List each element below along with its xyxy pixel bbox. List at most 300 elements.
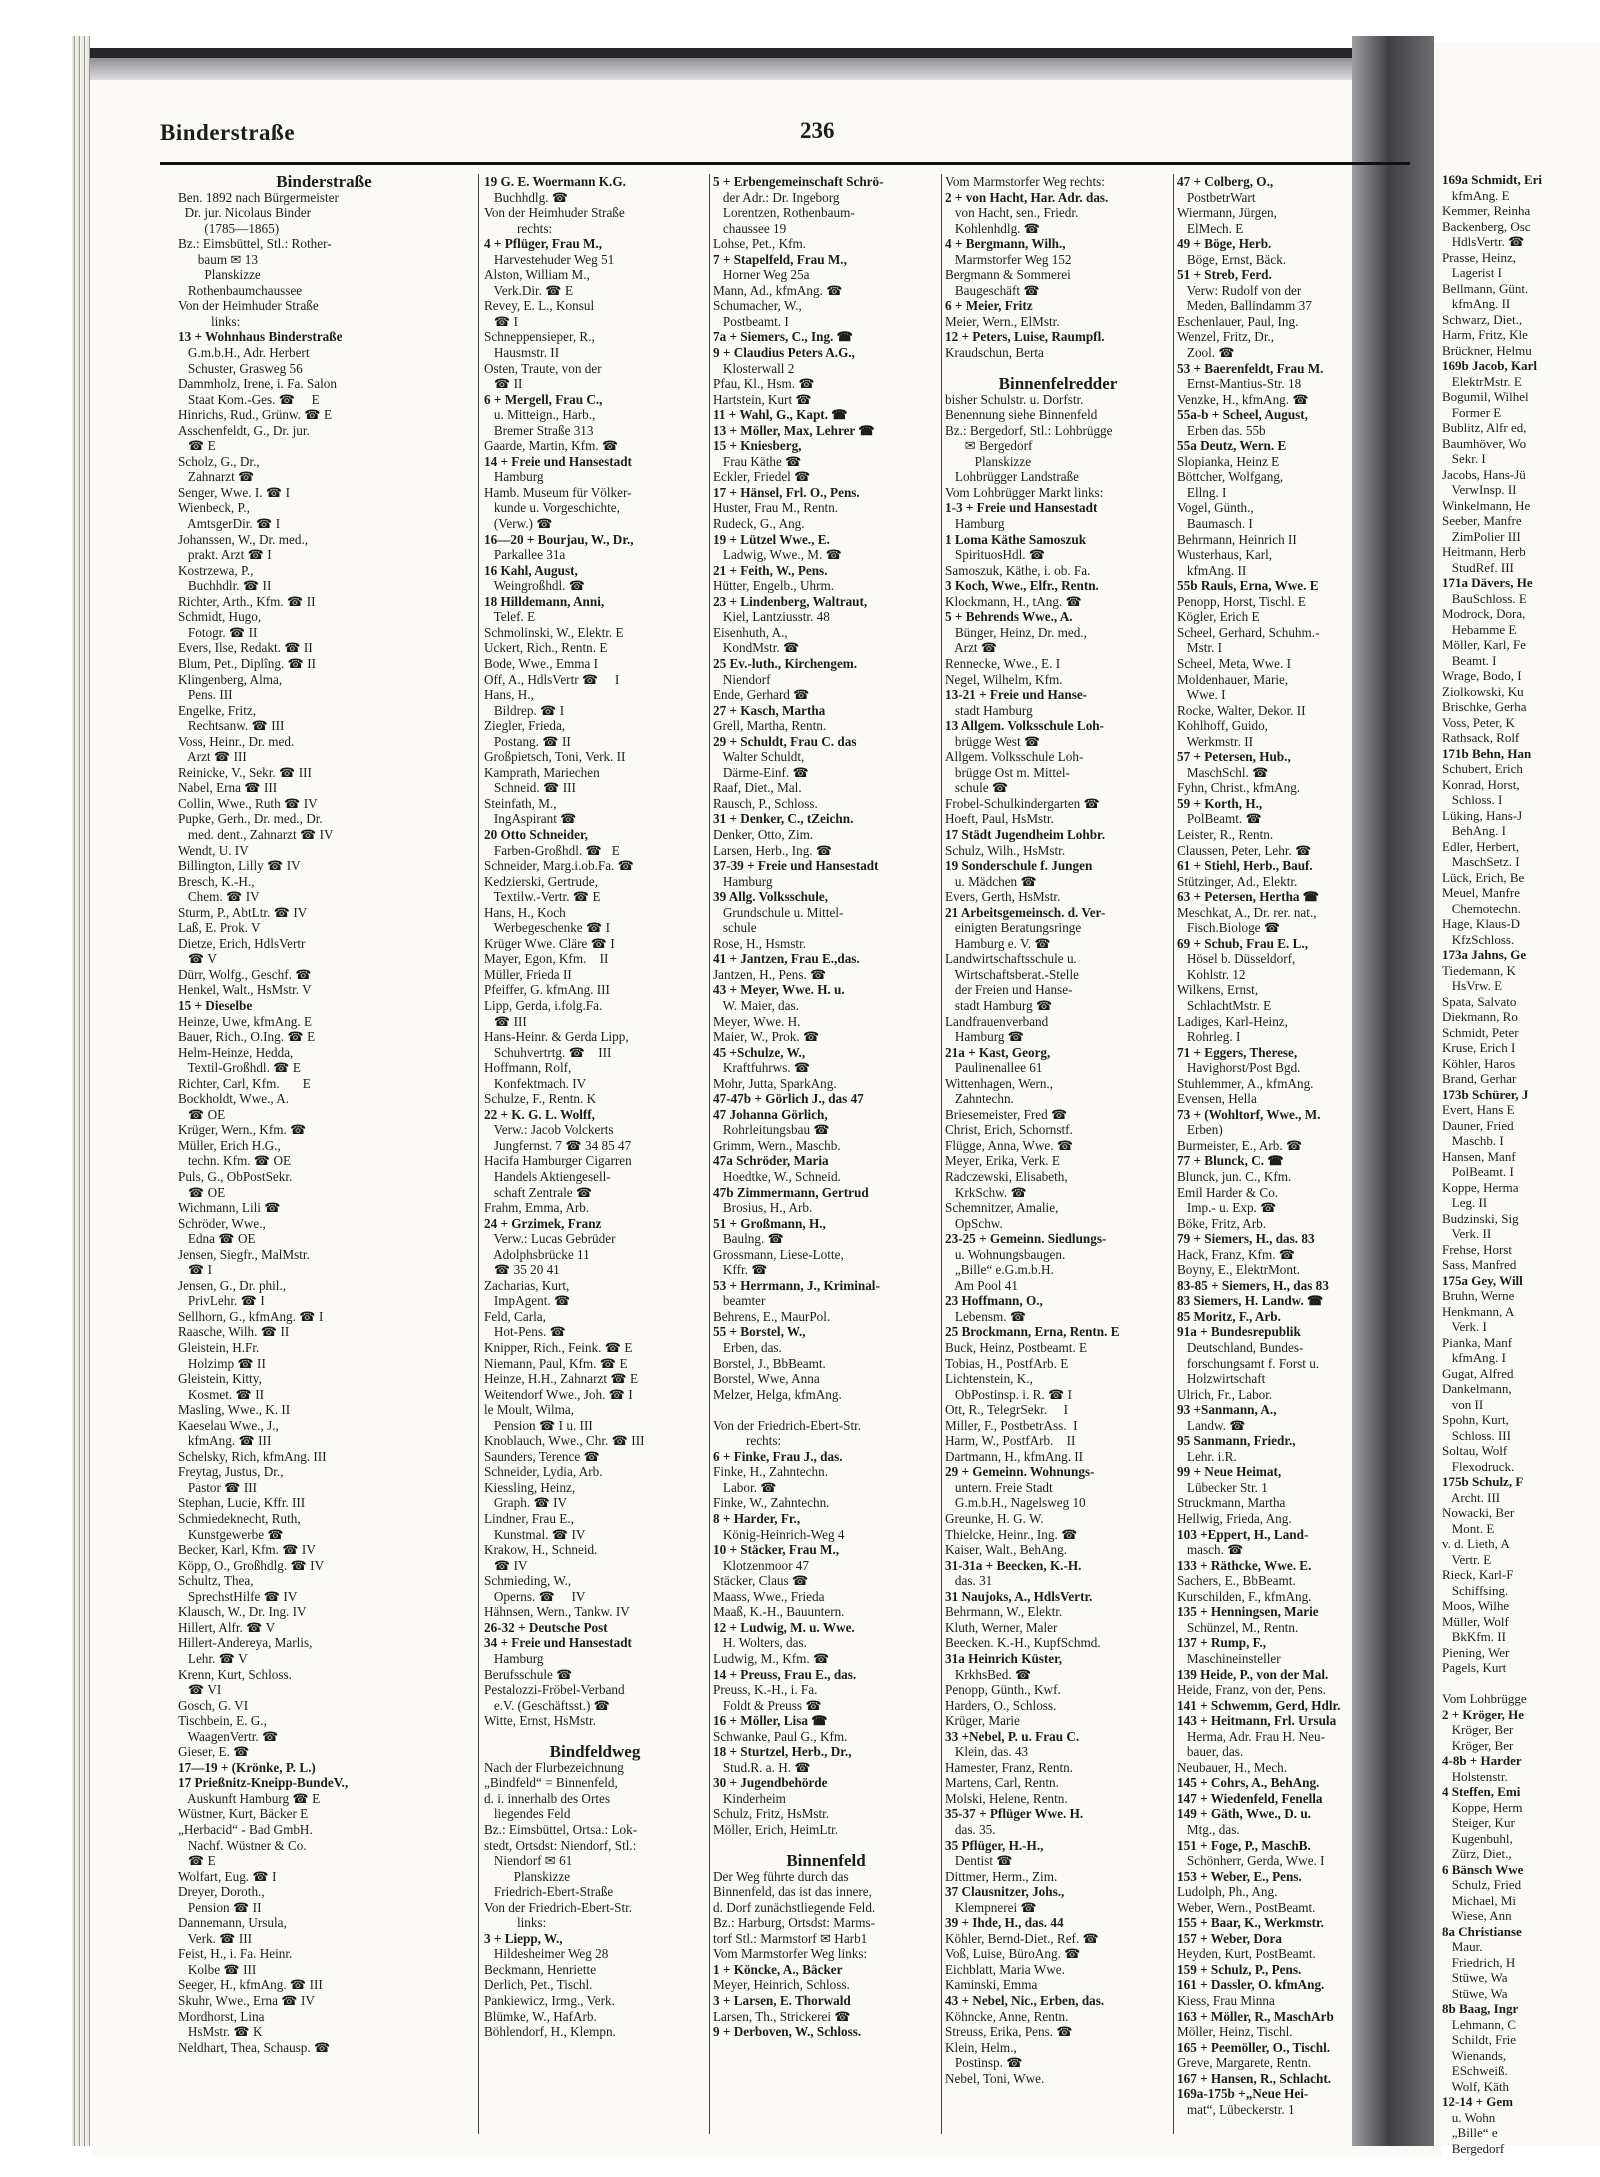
directory-line: Schneider, Lydia, Arb. xyxy=(484,1464,603,1480)
facing-page-line: Stüwe, Wa xyxy=(1442,1970,1508,1985)
facing-page-line: Voss, Peter, K xyxy=(1442,714,1515,730)
directory-line: Pankiewicz, Irmg., Verk. xyxy=(484,1992,615,2008)
facing-page-line: Winkelmann, He xyxy=(1442,497,1531,513)
directory-line: Landfrauenverband xyxy=(945,1013,1049,1029)
facing-page-line: u. Wohn xyxy=(1442,2109,1496,2125)
directory-line: 63 + Petersen, Hertha ☎ xyxy=(1177,889,1320,905)
directory-line: Nach der Flurbezeichnung xyxy=(484,1759,624,1775)
directory-line: Krenn, Kurt, Schloss. xyxy=(178,1666,292,1682)
directory-line: Wusterhaus, Karl, xyxy=(1177,547,1273,563)
directory-line: 31-31a + Beecken, K.-H. xyxy=(945,1557,1082,1573)
directory-line: schule xyxy=(713,920,757,936)
directory-line: Eichblatt, Maria Wwe. xyxy=(945,1961,1065,1977)
directory-line: Derlich, Pet., Tischl. xyxy=(484,1977,593,1993)
directory-line: 149 + Gäth, Wwe., D. u. xyxy=(1177,1806,1312,1822)
directory-line: schule ☎ xyxy=(945,780,1009,796)
facing-page-line: KfzSchloss. xyxy=(1442,931,1515,947)
facing-page-line: Moos, Wilhe xyxy=(1442,1598,1510,1613)
directory-line: Nebel, Toni, Wwe. xyxy=(945,2070,1045,2086)
directory-line: 17 Prießnitz-Kneipp-BundeV., xyxy=(178,1775,349,1791)
directory-line: MaschSchl. ☎ xyxy=(1177,764,1269,780)
directory-line: Frobel-Schulkindergarten ☎ xyxy=(945,795,1100,811)
column-divider xyxy=(478,174,479,2134)
directory-line: 163 + Möller, R., MaschArb xyxy=(1177,2008,1334,2024)
directory-line: Dittmer, Herm., Zim. xyxy=(945,1868,1058,1884)
facing-page-line: Verk. II xyxy=(1442,1226,1492,1241)
directory-line: Bode, Wwe., Emma I xyxy=(484,655,599,671)
directory-line: Holzimp ☎ II xyxy=(178,1355,266,1371)
directory-line: 6 + Meier, Fritz xyxy=(945,298,1033,314)
facing-page-line: Vertr. E xyxy=(1442,1551,1492,1567)
directory-line: Reinicke, V., Sekr. ☎ III xyxy=(178,764,312,780)
directory-line: Hoffmann, Rolf, xyxy=(484,1060,572,1076)
facing-page-line: 4 Steffen, Emi xyxy=(1442,1784,1521,1799)
directory-line: 145 + Cohrs, A., BehAng. xyxy=(1177,1775,1320,1791)
directory-line: Raasche, Wilh. ☎ II xyxy=(178,1324,290,1340)
facing-page-line: Evert, Hans E xyxy=(1442,1102,1515,1117)
directory-line: 55a Deutz, Wern. E xyxy=(1177,438,1287,454)
directory-line: Hillert, Alfr. ☎ V xyxy=(178,1619,276,1635)
directory-line: Jungfernst. 7 ☎ 34 85 47 xyxy=(484,1137,632,1153)
facing-page-line: Wolf, Käth xyxy=(1442,2078,1509,2094)
street-heading: Binderstraße xyxy=(276,172,372,191)
directory-line: ☎ I xyxy=(484,313,519,329)
directory-line: Emil Harder & Co. xyxy=(1177,1184,1279,1200)
directory-line: Kolbe ☎ III xyxy=(178,1961,257,1977)
directory-line: Voß, Luise, BüroAng. ☎ xyxy=(945,1946,1081,1962)
facing-page-line: Schubert, Erich xyxy=(1442,761,1523,776)
directory-line: Zahnarzt ☎ xyxy=(178,469,255,485)
directory-line: HsMstr. ☎ K xyxy=(178,2024,263,2040)
facing-page-line: Brischke, Gerha xyxy=(1442,699,1527,714)
directory-line: Vom Lohbrügger Markt links: xyxy=(945,484,1104,500)
directory-line: Schulz, Fritz, HsMstr. xyxy=(713,1806,830,1822)
facing-page-line: 8a Christianse xyxy=(1442,1923,1522,1939)
directory-line: Landwirtschaftsschule u. xyxy=(945,951,1077,967)
directory-line: Richter, Arth., Kfm. ☎ II xyxy=(178,593,316,609)
directory-line: Bünger, Heinz, Dr. med., xyxy=(945,624,1087,640)
directory-line: 3 + Larsen, E. Thorwald xyxy=(713,1992,851,2008)
facing-page-line: Brand, Gerhar xyxy=(1442,1071,1517,1086)
directory-line: 15 + Kniesberg, xyxy=(713,438,802,454)
directory-line: Masling, Wwe., K. II xyxy=(178,1402,291,1418)
directory-line: Ben. 1892 nach Bürgermeister xyxy=(178,189,339,205)
directory-line: Borstel, Wwe, Anna xyxy=(713,1371,820,1387)
directory-line: 47 Johanna Görlich, xyxy=(713,1106,828,1122)
directory-line: Schemnitzer, Amalie, xyxy=(945,1200,1059,1216)
directory-line: Uckert, Rich., Rentn. E xyxy=(484,640,608,656)
directory-line: Schmieding, W., xyxy=(484,1573,572,1589)
directory-line: Hinrichs, Rud., Grünw. ☎ E xyxy=(178,407,333,423)
directory-line: Klosterwall 2 xyxy=(713,360,795,376)
facing-page-line: StudRef. III xyxy=(1442,559,1514,575)
directory-line: d. Dorf zunächstliegende Feld. xyxy=(713,1899,876,1915)
directory-line: 18 + Sturtzel, Herb., Dr., xyxy=(713,1744,852,1760)
directory-line: Burmeister, E., Arb. ☎ xyxy=(1177,1137,1303,1153)
facing-page-line: Rathsack, Rolf xyxy=(1442,730,1520,745)
directory-line: Krüger Wwe. Cläre ☎ I xyxy=(484,935,615,951)
directory-line: ☎ I xyxy=(178,1262,213,1278)
directory-line: links: xyxy=(484,1915,547,1931)
directory-line: Borstel, J., BbBeamt. xyxy=(713,1355,826,1371)
directory-line: AmtsgerDir. ☎ I xyxy=(178,516,281,532)
directory-line: Scheel, Meta, Wwe. I xyxy=(1177,655,1292,671)
directory-line: Feld, Carla, xyxy=(484,1308,546,1324)
directory-line: PostbetrWart xyxy=(1177,189,1256,205)
directory-line: 2 + von Hacht, Har. Adr. das. xyxy=(945,189,1109,205)
directory-line: Asschenfeldt, G., Dr. jur. xyxy=(178,422,310,438)
directory-line: 19 + Lützel Wwe., E. xyxy=(713,531,830,547)
directory-line: Beecken. K.-H., KupfSchmd. xyxy=(945,1635,1101,1651)
directory-line: Off, A., HdlsVertr ☎ I xyxy=(484,671,620,687)
facing-page-line: Soltau, Wolf xyxy=(1442,1443,1508,1458)
directory-line: Baulng. ☎ xyxy=(713,1231,785,1247)
directory-line: Schneider, Marg.i.ob.Fa. ☎ xyxy=(484,858,635,874)
directory-line: Rausch, P., Schloss. xyxy=(713,795,818,811)
directory-line: Sturm, P., AbtLtr. ☎ IV xyxy=(178,904,308,920)
directory-line: Wienbeck, P., xyxy=(178,500,250,516)
directory-line: Ellng. I xyxy=(1177,484,1227,500)
directory-line: Hoeft, Paul, HsMstr. xyxy=(945,811,1054,827)
directory-line: Lohbrügger Landstraße xyxy=(945,469,1080,485)
directory-line: Schumacher, W., xyxy=(713,298,802,314)
directory-line: Knoblauch, Wwe., Chr. ☎ III xyxy=(484,1433,645,1449)
directory-line: 43 + Meyer, Wwe. H. u. xyxy=(713,982,845,998)
directory-line: 137 + Rump, F., xyxy=(1177,1635,1267,1651)
directory-line: 53 + Herrmann, J., Kriminal- xyxy=(713,1277,880,1293)
directory-line: Harders, O., Schloss. xyxy=(945,1697,1057,1713)
facing-page-line: 12-14 + Gem xyxy=(1442,2094,1513,2109)
directory-line: Meier, Wern., ElMstr. xyxy=(945,313,1060,329)
directory-line: 69 + Schub, Frau E. L., xyxy=(1177,935,1308,951)
facing-page-line: BkKfm. II xyxy=(1442,1629,1506,1644)
directory-line: Mtg., das. xyxy=(1177,1821,1240,1837)
directory-line: Bz.: Eimsbüttel, Ortsa.: Lok- xyxy=(484,1821,638,1837)
directory-line: Krakow, H., Schneid. xyxy=(484,1542,598,1558)
directory-line: 141 + Schwemm, Gerd, Hdlr. xyxy=(1177,1697,1341,1713)
directory-line: Planskizze xyxy=(178,267,261,283)
facing-page-line: ESchweiß. xyxy=(1442,2063,1508,2078)
facing-page-line: Schloss. I xyxy=(1442,792,1503,807)
directory-line: 10 + Stäcker, Frau M., xyxy=(713,1542,840,1558)
facing-page-line: Beamt. I xyxy=(1442,652,1497,668)
directory-line: 53 + Baerenfeldt, Frau M. xyxy=(1177,360,1324,376)
directory-line: 169a-175b +„Neue Hei- xyxy=(1177,2086,1309,2102)
directory-line: Lorentzen, Rothenbaum- xyxy=(713,205,855,221)
directory-line: brügge Ost m. Mittel- xyxy=(945,764,1070,780)
directory-line: 6 + Finke, Frau J., das. xyxy=(713,1448,843,1464)
directory-line: Kamprath, Mariechen xyxy=(484,764,600,780)
directory-line: SprechstHilfe ☎ IV xyxy=(178,1588,298,1604)
directory-line: 18 Hilldemann, Anni, xyxy=(484,593,605,609)
directory-line: Ernst-Mantius-Str. 18 xyxy=(1177,376,1302,392)
directory-line: SpirituosHdl. ☎ xyxy=(945,547,1046,563)
column-divider xyxy=(709,174,710,2134)
directory-line: 57 + Petersen, Hub., xyxy=(1177,749,1291,765)
directory-line: prakt. Arzt ☎ I xyxy=(178,547,272,563)
directory-line: Freytag, Justus, Dr., xyxy=(178,1464,284,1480)
directory-line: Henkel, Walt., HsMstr. V xyxy=(178,982,312,998)
facing-page-line: kfmAng. E xyxy=(1442,187,1510,203)
directory-line: Bz.: Eimsbüttel, Stl.: Rother- xyxy=(178,236,332,252)
directory-line: Wüstner, Kurt, Bäcker E xyxy=(178,1806,309,1822)
directory-line: Helm-Heinze, Hedda, xyxy=(178,1044,294,1060)
directory-line: Harvestehuder Weg 51 xyxy=(484,251,615,267)
directory-line: Wwe. I xyxy=(1177,687,1226,703)
directory-line: 139 Heide, P., von der Mal. xyxy=(1177,1666,1329,1682)
directory-line: Großpietsch, Toni, Verk. II xyxy=(484,749,626,765)
directory-line: Staat Kom.-Ges. ☎ E xyxy=(178,391,320,407)
facing-page-line: Modrock, Dora, xyxy=(1442,606,1526,621)
directory-line: Hamester, Franz, Rentn. xyxy=(945,1759,1074,1775)
directory-line: Kohlenhdlg. ☎ xyxy=(945,220,1041,236)
directory-line: Ladiges, Karl-Heinz, xyxy=(1177,1013,1288,1029)
directory-line: Blunck, jun. C., Kfm. xyxy=(1177,1169,1292,1184)
directory-line: 59 + Korth, H., xyxy=(1177,795,1263,811)
directory-line: Klockmann, H., tAng. ☎ xyxy=(945,593,1082,609)
directory-line: bisher Schulstr. u. Dorfstr. xyxy=(945,391,1084,407)
directory-line: forschungsamt f. Forst u. xyxy=(1177,1355,1320,1371)
directory-line: Planskizze xyxy=(945,453,1032,469)
directory-line: Moldenhauer, Marie, xyxy=(1177,671,1289,687)
directory-line: Schelsky, Rich, kfmAng. III xyxy=(178,1448,327,1464)
street-heading: Bindfeldweg xyxy=(549,1742,641,1762)
directory-line: 35 Pflüger, H.-H., xyxy=(945,1837,1044,1853)
directory-line: Bildrep. ☎ I xyxy=(484,702,565,718)
facing-page-line: Bublitz, Alfr ed, xyxy=(1442,420,1527,435)
facing-page-line: Lüking, Hans-J xyxy=(1442,807,1523,823)
facing-page-line: Diekmann, Ro xyxy=(1442,1009,1518,1024)
directory-line: Larsen, Th., Strickerei ☎ xyxy=(713,2008,851,2024)
facing-page-line: Baumhöver, Wo xyxy=(1442,435,1527,451)
directory-line: Klein, das. 43 xyxy=(945,1744,1029,1760)
directory-line: Venzke, H., kfmAng. ☎ xyxy=(1177,391,1309,407)
directory-line: 16—20 + Bourjau, W., Dr., xyxy=(484,531,634,547)
directory-line: Kögler, Erich E xyxy=(1177,609,1260,625)
directory-line: Von der Heimhuder Straße xyxy=(178,298,319,314)
directory-line: Christ, Erich, Schornstf. xyxy=(945,1122,1073,1138)
directory-line: Kohlhoff, Guido, xyxy=(1177,718,1268,734)
directory-line: Vom Marmstorfer Weg rechts: xyxy=(945,174,1105,189)
directory-line: Tobias, H., PostfArb. E xyxy=(945,1355,1069,1371)
directory-line: Weber, Wern., PostBeamt. xyxy=(1177,1899,1316,1915)
directory-line: ObPostinsp. i. R. ☎ I xyxy=(945,1386,1073,1402)
directory-line: 79 + Siemers, H., das. 83 xyxy=(1177,1231,1315,1247)
directory-line: Schuster, Grasweg 56 xyxy=(178,360,303,376)
facing-page-line xyxy=(1442,1676,1542,1692)
facing-page-line: Spata, Salvato xyxy=(1442,993,1517,1009)
facing-page-line: Rieck, Karl-F xyxy=(1442,1567,1514,1582)
facing-page-line: Lagerist I xyxy=(1442,265,1502,280)
directory-line: Eckler, Friedel ☎ xyxy=(713,469,811,485)
directory-line: Maaß, K.-H., Bauuntern. xyxy=(713,1604,845,1620)
directory-line: u. Wohnungsbaugen. xyxy=(945,1246,1066,1262)
directory-line: ☎ V xyxy=(178,951,217,967)
directory-line: Baumasch. I xyxy=(1177,516,1253,532)
directory-line: 41 + Jantzen, Frau E.,das. xyxy=(713,951,860,967)
directory-line: Wichmann, Lili ☎ xyxy=(178,1200,281,1216)
directory-line: 31 + Denker, C., tZeichn. xyxy=(713,811,854,827)
directory-line: Dreyer, Doroth., xyxy=(178,1884,265,1900)
directory-line: Mstr. I xyxy=(1177,640,1223,656)
directory-line: Maschineinsteller xyxy=(1177,1650,1281,1666)
directory-line: Huster, Frau M., Rentn. xyxy=(713,500,839,516)
directory-line: Chem. ☎ IV xyxy=(178,889,260,905)
directory-line: Berufsschule ☎ xyxy=(484,1666,573,1682)
directory-line: 15 + Dieselbe xyxy=(178,997,253,1013)
directory-line: 155 + Baar, K., Werkmstr. xyxy=(1177,1915,1324,1931)
facing-page-line: Mont. E xyxy=(1442,1520,1495,1536)
directory-line: 22 + K. G. L. Wolff, xyxy=(484,1106,595,1122)
directory-line: Pfeiffer, G. kfmAng. III xyxy=(484,982,610,998)
facing-page-line: Backenberg, Osc xyxy=(1442,218,1531,234)
directory-line: Ladwig, Wwe., M. ☎ xyxy=(713,547,842,563)
directory-line: Dammholz, Irene, i. Fa. Salon xyxy=(178,376,337,392)
directory-line: Vogel, Günth., xyxy=(1177,500,1254,516)
directory-line: Osten, Traute, von der xyxy=(484,360,602,376)
directory-line: Edna ☎ OE xyxy=(178,1231,256,1247)
directory-line: Senger, Wwe. I. ☎ I xyxy=(178,484,290,500)
directory-line: Hack, Franz, Kfm. ☎ xyxy=(1177,1246,1296,1262)
directory-line: Mann, Ad., kfmAng. ☎ xyxy=(713,282,843,298)
directory-line: Friedrich-Ebert-Straße xyxy=(484,1884,614,1900)
directory-line: Müller, Erich H.G., xyxy=(178,1137,281,1153)
directory-line: Bockholdt, Wwe., A. xyxy=(178,1091,290,1107)
directory-line: Streuss, Erika, Pens. ☎ xyxy=(945,2024,1073,2040)
directory-line: Stud.R. a. H. ☎ xyxy=(713,1759,811,1775)
directory-line: das. 35. xyxy=(945,1821,996,1837)
facing-page-line: HdlsVertr. ☎ xyxy=(1442,234,1525,249)
directory-line: 51 + Streb, Ferd. xyxy=(1177,267,1272,283)
directory-line: Heinze, H.H., Zahnarzt ☎ E xyxy=(484,1371,639,1387)
book-edge xyxy=(72,36,90,2146)
directory-line: 7a + Siemers, C., Ing. ☎ xyxy=(713,329,854,345)
directory-line: 13 Allgem. Volksschule Loh- xyxy=(945,718,1105,734)
facing-page-line: Bergedorf xyxy=(1442,2140,1505,2156)
directory-line: Böttcher, Wolfgang, xyxy=(1177,469,1284,485)
facing-page-line: Dankelmann, xyxy=(1442,1381,1512,1396)
directory-line: Verk.Dir. ☎ E xyxy=(484,282,574,298)
directory-line: Struckmann, Martha xyxy=(1177,1495,1286,1511)
directory-line: Kunstmal. ☎ IV xyxy=(484,1526,586,1542)
facing-page-line: 173b Schürer, J xyxy=(1442,1086,1529,1102)
directory-line: Hans-Heinr. & Gerda Lipp, xyxy=(484,1029,629,1045)
directory-line: Köhncke, Anne, Rentn. xyxy=(945,2008,1069,2024)
directory-line: Arzt ☎ xyxy=(945,640,998,656)
directory-line: Binnenfeld, das ist das innere, xyxy=(713,1884,872,1900)
directory-line: Behrmann, Heinrich II xyxy=(1177,531,1297,547)
directory-line: 17 Städt Jugendheim Lohbr. xyxy=(945,826,1106,842)
directory-line: Evensen, Hella xyxy=(1177,1091,1257,1107)
directory-line: Schulz, Wilh., HsMstr. xyxy=(945,842,1066,858)
directory-line: Pension ☎ II xyxy=(178,1899,262,1915)
facing-page-line: Schulz, Fried xyxy=(1442,1877,1522,1892)
directory-line: mat“, Lübeckerstr. 1 xyxy=(1177,2101,1295,2117)
directory-line: 17 + Hänsel, Frl. O., Pens. xyxy=(713,484,860,500)
directory-line: chaussee 19 xyxy=(713,220,787,236)
directory-line: Herma, Adr. Frau H. Neu- xyxy=(1177,1728,1325,1744)
directory-line: Rennecke, Wwe., E. I xyxy=(945,655,1061,671)
column-divider xyxy=(1173,174,1174,2134)
directory-line: Dr. jur. Nicolaus Binder xyxy=(178,205,311,221)
column-4 xyxy=(945,174,1171,2086)
directory-line: 27 + Kasch, Martha xyxy=(713,702,826,718)
directory-line: Schuhvertrtg. ☎ III xyxy=(484,1044,612,1060)
directory-line: ☎ III xyxy=(484,1013,527,1029)
directory-line: 21 + Feith, W., Pens. xyxy=(713,562,828,578)
directory-line: Bz.: Harburg, Ortsdst: Marms- xyxy=(713,1915,876,1931)
directory-line: Walter Schuldt, xyxy=(713,749,805,765)
facing-page-line: Holstenstr. xyxy=(1442,1768,1508,1784)
directory-line: Hamburg xyxy=(484,1650,544,1666)
directory-line: Klingenberg, Alma, xyxy=(178,671,283,687)
directory-line: Farben-Großhdl. ☎ E xyxy=(484,842,620,858)
directory-line: Nachf. Wüstner & Co. xyxy=(178,1837,307,1853)
directory-line: Hans, H., xyxy=(484,687,534,703)
directory-line: Frahm, Emma, Arb. xyxy=(484,1200,590,1216)
directory-line: Kaeselau Wwe., J., xyxy=(178,1417,279,1433)
facing-page-line: Koppe, Herma xyxy=(1442,1179,1519,1195)
facing-page-line: Schildt, Frie xyxy=(1442,2032,1517,2047)
directory-line: Meden, Ballindamm 37 xyxy=(1177,298,1312,314)
directory-line: Dentist ☎ xyxy=(945,1853,1013,1869)
directory-line: Weingroßhdl. ☎ xyxy=(484,578,586,594)
directory-line: Böhlendorf, H., Klempn. xyxy=(484,2024,616,2040)
directory-line: Heide, Franz, von der, Pens. xyxy=(1177,1682,1326,1698)
directory-line: Erben das. 55b xyxy=(1177,422,1266,438)
directory-line: Engelke, Fritz, xyxy=(178,702,257,718)
directory-line: Postang. ☎ II xyxy=(484,733,571,749)
directory-line: baum ✉ 13 xyxy=(178,251,258,267)
directory-line: 133 + Räthcke, Wwe. E. xyxy=(1177,1557,1312,1573)
facing-page-line: 6 Bänsch Wwe xyxy=(1442,1861,1524,1877)
directory-line: bauer, das. xyxy=(1177,1744,1244,1760)
directory-line: Fisch.Biologe ☎ xyxy=(1177,920,1281,936)
directory-line: 23 Hoffmann, O., xyxy=(945,1293,1043,1309)
directory-line: Kraftfuhrws. ☎ xyxy=(713,1060,811,1076)
directory-line: 12 + Ludwig, M. u. Wwe. xyxy=(713,1619,855,1635)
directory-line: links: xyxy=(178,313,241,329)
directory-line: Kunstgewerbe ☎ xyxy=(178,1526,284,1542)
directory-line: Rocke, Walter, Dekor. II xyxy=(1177,702,1306,718)
directory-line: 47-47b + Görlich J., das 47 xyxy=(713,1091,864,1107)
directory-line: Ende, Gerhard ☎ xyxy=(713,687,810,703)
directory-line: beamter xyxy=(713,1293,766,1309)
directory-line: 29 + Gemeinn. Wohnungs- xyxy=(945,1464,1095,1480)
directory-line: Leister, R., Rentn. xyxy=(1177,826,1274,842)
directory-line: Meyer, Heinrich, Schloss. xyxy=(713,1977,850,1993)
directory-line: 153 + Weber, E., Pens. xyxy=(1177,1868,1302,1884)
directory-line: Hütter, Engelb., Uhrm. xyxy=(713,578,835,594)
facing-page-line: Schmidt, Peter xyxy=(1442,1024,1519,1040)
directory-line: masch. ☎ xyxy=(1177,1542,1244,1558)
directory-line: Bz.: Bergedorf, Stl.: Lohbrügge xyxy=(945,422,1113,438)
directory-line: Eschenlauer, Paul, Ing. xyxy=(1177,313,1299,329)
directory-line: Deutschland, Bundes- xyxy=(1177,1340,1304,1356)
directory-line: Lipp, Gerda, i.folg.Fa. xyxy=(484,997,603,1013)
facing-page-line: Kugenbuhl, xyxy=(1442,1830,1513,1846)
directory-line: Zahntechn. xyxy=(945,1091,1014,1107)
facing-page-line: Hebamme E xyxy=(1442,621,1517,637)
directory-line: Niemann, Paul, Kfm. ☎ E xyxy=(484,1355,628,1371)
directory-line: PrivLehr. ☎ I xyxy=(178,1293,265,1309)
directory-line: Thielcke, Heinr., Ing. ☎ xyxy=(945,1526,1078,1542)
directory-line: Schönherr, Gerda, Wwe. I xyxy=(1177,1853,1325,1869)
facing-page-line: 171a Dävers, He xyxy=(1442,575,1533,590)
directory-line: 13-21 + Freie und Hanse- xyxy=(945,687,1088,703)
directory-line: Richter, Carl, Kfm. E xyxy=(178,1075,311,1091)
directory-line: Gleistein, H.Fr. xyxy=(178,1340,260,1356)
